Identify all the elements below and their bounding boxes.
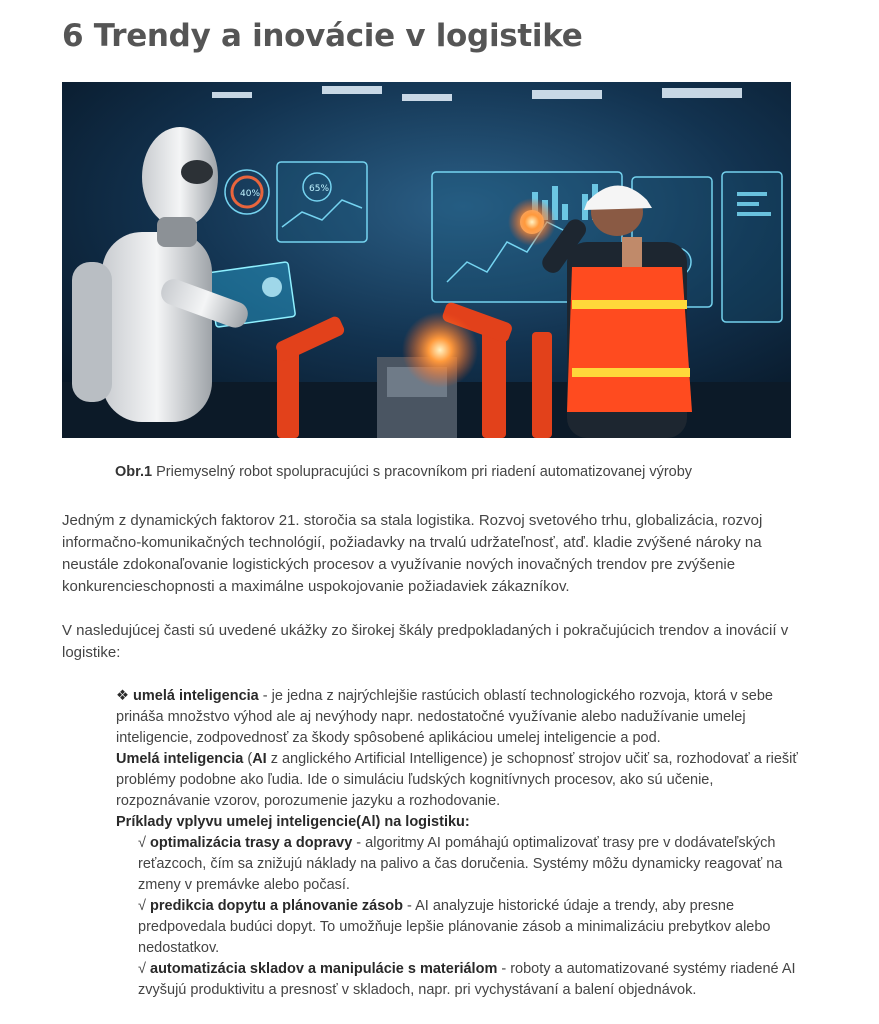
example-item <box>116 896 806 959</box>
example-term: automatizácia skladov a manipulácie s materiálom <box>150 961 498 977</box>
check-icon: √ <box>138 961 146 977</box>
hud-label: 40% <box>240 189 261 199</box>
intro-paragraph: Jedným z dynamických faktorov 21. storočia sa stala logistika. Rozvoj svetového trhu, globalizácia, rozvoj informačno-komunikačných technológií, požiadavky na trvalú udržateľnosť, atď. kladie zvýšené nároky na neustále zdokonaľovanie logistických procesov a využívanie nových inovačných trendov pre zvýšenie konkurencieschopnosti a maximálne uspokojovanie požiadaviek zákazníkov. <box>62 512 763 595</box>
figure-caption <box>115 464 692 480</box>
example-text: - AI analyzuje historické údaje a trendy, aby presne predpovedala budúci dopyt. To umožňuje lepšie plánovanie zásob a minimalizáciu prebytkov alebo nedostatkov. <box>138 898 771 956</box>
hud-label: 65% <box>309 184 330 194</box>
example-item <box>116 833 806 896</box>
ai-def-abbr: AI <box>252 751 267 767</box>
examples-heading-text: Príklady vplyvu umelej inteligencie(Al) na logistiku: <box>116 814 470 830</box>
example-text: - roboty a automatizované systémy riadené AI zvyšujú produktivitu a presnosť v skladoch, napr. pri vychystávaní a balení objednávok. <box>138 961 796 998</box>
bullet-icon: ❖ <box>116 688 129 704</box>
ai-definition <box>116 749 806 812</box>
caption-text: Priemyselný robot spolupracujúci s pracovníkom pri riadení automatizovanej výroby <box>152 464 693 480</box>
ai-def-term: Umelá inteligencia <box>116 751 244 767</box>
figure-image <box>62 82 791 438</box>
check-icon: √ <box>138 898 146 914</box>
factory-robot-worker-photo-icon <box>62 82 791 438</box>
page-title: 6 Trendy a inovácie v logistike <box>62 18 583 54</box>
caption-label: Obr.1 <box>115 464 153 480</box>
example-term: predikcia dopytu a plánovanie zásob <box>150 898 404 914</box>
example-text: - algoritmy AI pomáhajú optimalizovať trasy pre v dodávateľských reťazcoch, čím sa znižujú náklady na palivo a čas doručenia. Systémy môžu dynamicky reagovať na zmeny v premávke alebo počasí. <box>138 835 783 893</box>
ai-bullet-item <box>116 686 806 749</box>
example-item <box>116 959 806 1001</box>
examples-heading <box>116 812 806 833</box>
ai-def-open: ( <box>243 751 253 767</box>
example-term: optimalizácia trasy a dopravy <box>150 835 353 851</box>
check-icon: √ <box>138 835 146 851</box>
ai-section <box>116 686 806 1001</box>
trends-intro-paragraph: V nasledujúcej časti sú uvedené ukážky zo širokej škály predpokladaných i pokračujúcich trendov a inovácií v logistike: <box>62 622 789 661</box>
ai-term: umelá inteligencia <box>133 688 259 704</box>
ai-intro-text: - je jedna z najrýchlejšie rastúcich oblastí technologického rozvoja, ktorá v sebe prináša množstvo výhod ale aj nevýhody napr. nedostatočné využívanie alebo nadužívanie umelej inteligencie, zodpovednosť za škody spôsobené aplikáciou umelej inteligencie a pod. <box>116 688 773 746</box>
ai-def-text: z anglického Artificial Intelligence) je schopnosť strojov učiť sa, rozhodovať a riešiť problémy podobne ako ľudia. Ide o simuláciu ľudských kognitívnych procesov, ako sú učenie, rozpoznávanie vzorov, porozumenie jazyku a rozhodovanie. <box>116 751 798 809</box>
